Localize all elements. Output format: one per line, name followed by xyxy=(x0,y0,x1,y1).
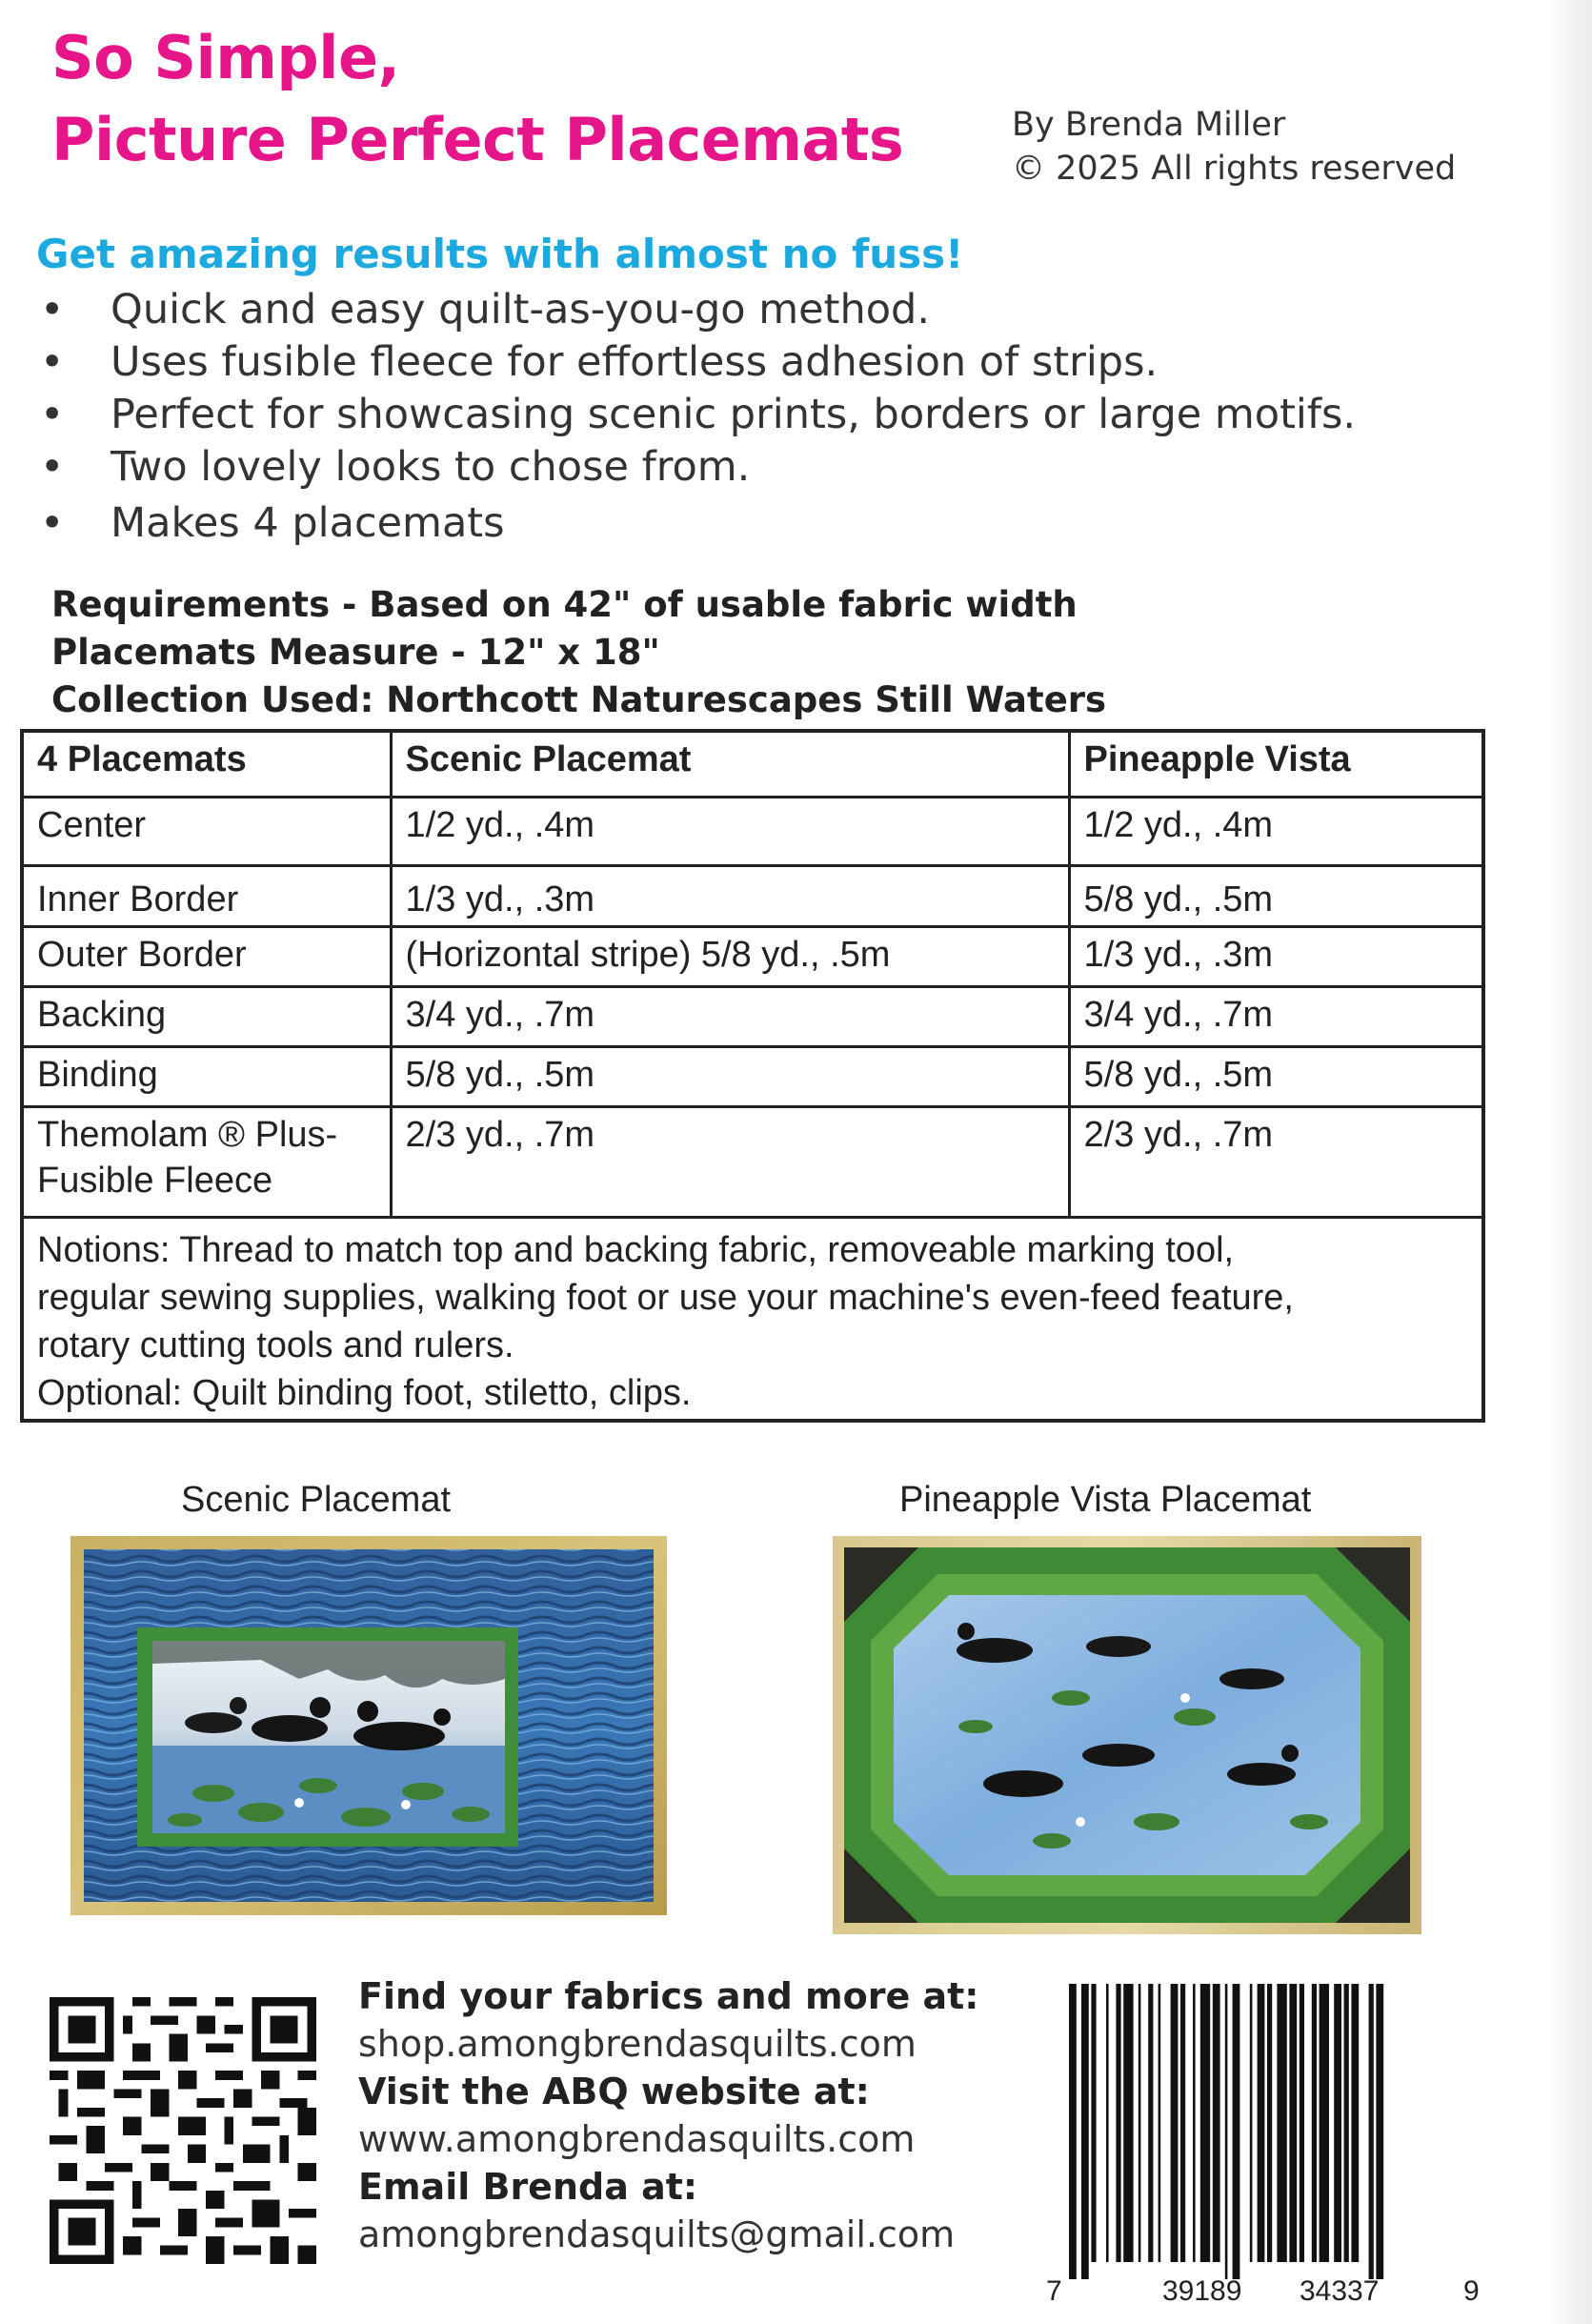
bullet-icon: • xyxy=(40,286,65,333)
qr-code-icon xyxy=(50,1997,316,2264)
list-item xyxy=(36,389,1356,441)
scenic-cell: 3/4 yd., .7m xyxy=(391,987,1069,1047)
barcode-group-1: 39189 xyxy=(1162,2275,1242,2307)
barcode-icon xyxy=(1069,1984,1479,2279)
bullet-icon: • xyxy=(40,499,65,547)
byline xyxy=(1012,103,1456,191)
feature-text: Uses fusible fleece for effortless adhesion of strips. xyxy=(111,338,1159,386)
scenic-cell: 2/3 yd., .7m xyxy=(391,1107,1069,1218)
notes-line: regular sewing supplies, walking foot or use your machine's even-feed feature, xyxy=(37,1278,1294,1318)
scenic-cell: 5/8 yd., .5m xyxy=(391,1047,1069,1107)
title-line-1: So Simple, xyxy=(51,23,400,92)
item-cell: Backing xyxy=(24,987,391,1047)
requirements-collection: Collection Used: Northcott Naturescapes Still Waters xyxy=(51,679,1107,720)
barcode-digit-first: 7 xyxy=(1046,2275,1062,2307)
table-row xyxy=(24,1047,1481,1107)
pineapple-cell: 3/4 yd., .7m xyxy=(1069,987,1481,1047)
pineapple-cell: 5/8 yd., .5m xyxy=(1069,866,1481,927)
contact-block xyxy=(358,1972,978,2258)
header-cell: 4 Placemats xyxy=(24,733,391,798)
item-cell: Outer Border xyxy=(24,927,391,987)
requirements-size: Placemats Measure - 12" x 18" xyxy=(51,632,660,673)
list-item xyxy=(36,336,1356,389)
notes-row xyxy=(24,1218,1481,1418)
bullet-icon: • xyxy=(40,443,65,491)
table-header-row xyxy=(24,733,1481,798)
tagline: Get amazing results with almost no fuss! xyxy=(36,231,964,277)
list-item xyxy=(36,497,1356,550)
scenic-cell: (Horizontal stripe) 5/8 yd., .5m xyxy=(391,927,1069,987)
pineapple-caption: Pineapple Vista Placemat xyxy=(899,1480,1312,1520)
requirements-width: Requirements - Based on 42" of usable fabric width xyxy=(51,584,1078,625)
website-label: Visit the ABQ website at: xyxy=(358,2071,870,2112)
pineapple-vista-placemat-image xyxy=(833,1536,1421,1934)
email-label: Email Brenda at: xyxy=(358,2166,698,2208)
table-row xyxy=(24,987,1481,1047)
fabrics-label: Find your fabrics and more at: xyxy=(358,1975,979,2017)
item-cell xyxy=(24,1107,391,1218)
scenic-caption: Scenic Placemat xyxy=(181,1480,452,1520)
shop-link[interactable]: shop.amongbrendasquilts.com xyxy=(358,2023,917,2065)
notes-line: Optional: Quilt binding foot, stiletto, clips. xyxy=(37,1373,692,1413)
table-row xyxy=(24,798,1481,866)
pineapple-cell: 2/3 yd., .7m xyxy=(1069,1107,1481,1218)
feature-text: Perfect for showcasing scenic prints, borders or large motifs. xyxy=(111,391,1357,438)
feature-text: Two lovely looks to chose from. xyxy=(111,443,751,491)
requirements-block xyxy=(51,581,1106,724)
pineapple-cell: 5/8 yd., .5m xyxy=(1069,1047,1481,1107)
list-item xyxy=(36,441,1356,494)
item-cell: Center xyxy=(24,798,391,866)
scenic-cell: 1/3 yd., .3m xyxy=(391,866,1069,927)
notes-line: rotary cutting tools and rulers. xyxy=(37,1325,514,1365)
feature-text: Makes 4 placemats xyxy=(111,499,505,547)
pineapple-cell: 1/2 yd., .4m xyxy=(1069,798,1481,866)
copyright: © 2025 All rights reserved xyxy=(1012,150,1457,188)
email-link[interactable]: amongbrendasquilts@gmail.com xyxy=(358,2213,956,2255)
pineapple-cell: 1/3 yd., .3m xyxy=(1069,927,1481,987)
website-link[interactable]: www.amongbrendasquilts.com xyxy=(358,2118,916,2160)
requirements-table xyxy=(20,729,1485,1423)
table-row xyxy=(24,927,1481,987)
list-item xyxy=(36,284,1356,336)
item-line: Fusible Fleece xyxy=(37,1161,273,1201)
page-edge-strip xyxy=(1548,0,1592,2324)
title-line-2: Picture Perfect Placemats xyxy=(51,105,904,174)
feature-list xyxy=(36,284,1356,550)
scenic-placemat-image xyxy=(71,1536,667,1915)
bullet-icon: • xyxy=(40,391,65,438)
bullet-icon: • xyxy=(40,338,65,386)
table-row xyxy=(24,1107,1481,1218)
notes-cell xyxy=(24,1218,1481,1418)
barcode-group-2: 34337 xyxy=(1300,2275,1380,2307)
table-row xyxy=(24,866,1481,927)
notes-line: Notions: Thread to match top and backing fabric, removeable marking tool, xyxy=(37,1230,1235,1270)
barcode-digit-last: 9 xyxy=(1463,2275,1480,2307)
item-line: Themolam ® Plus- xyxy=(37,1115,338,1155)
item-cell: Inner Border xyxy=(24,866,391,927)
header-cell: Pineapple Vista xyxy=(1069,733,1481,798)
header-cell: Scenic Placemat xyxy=(391,733,1069,798)
scenic-cell: 1/2 yd., .4m xyxy=(391,798,1069,866)
author: By Brenda Miller xyxy=(1012,106,1286,144)
page-title xyxy=(51,17,903,181)
item-cell: Binding xyxy=(24,1047,391,1107)
feature-text: Quick and easy quilt-as-you-go method. xyxy=(111,286,930,333)
